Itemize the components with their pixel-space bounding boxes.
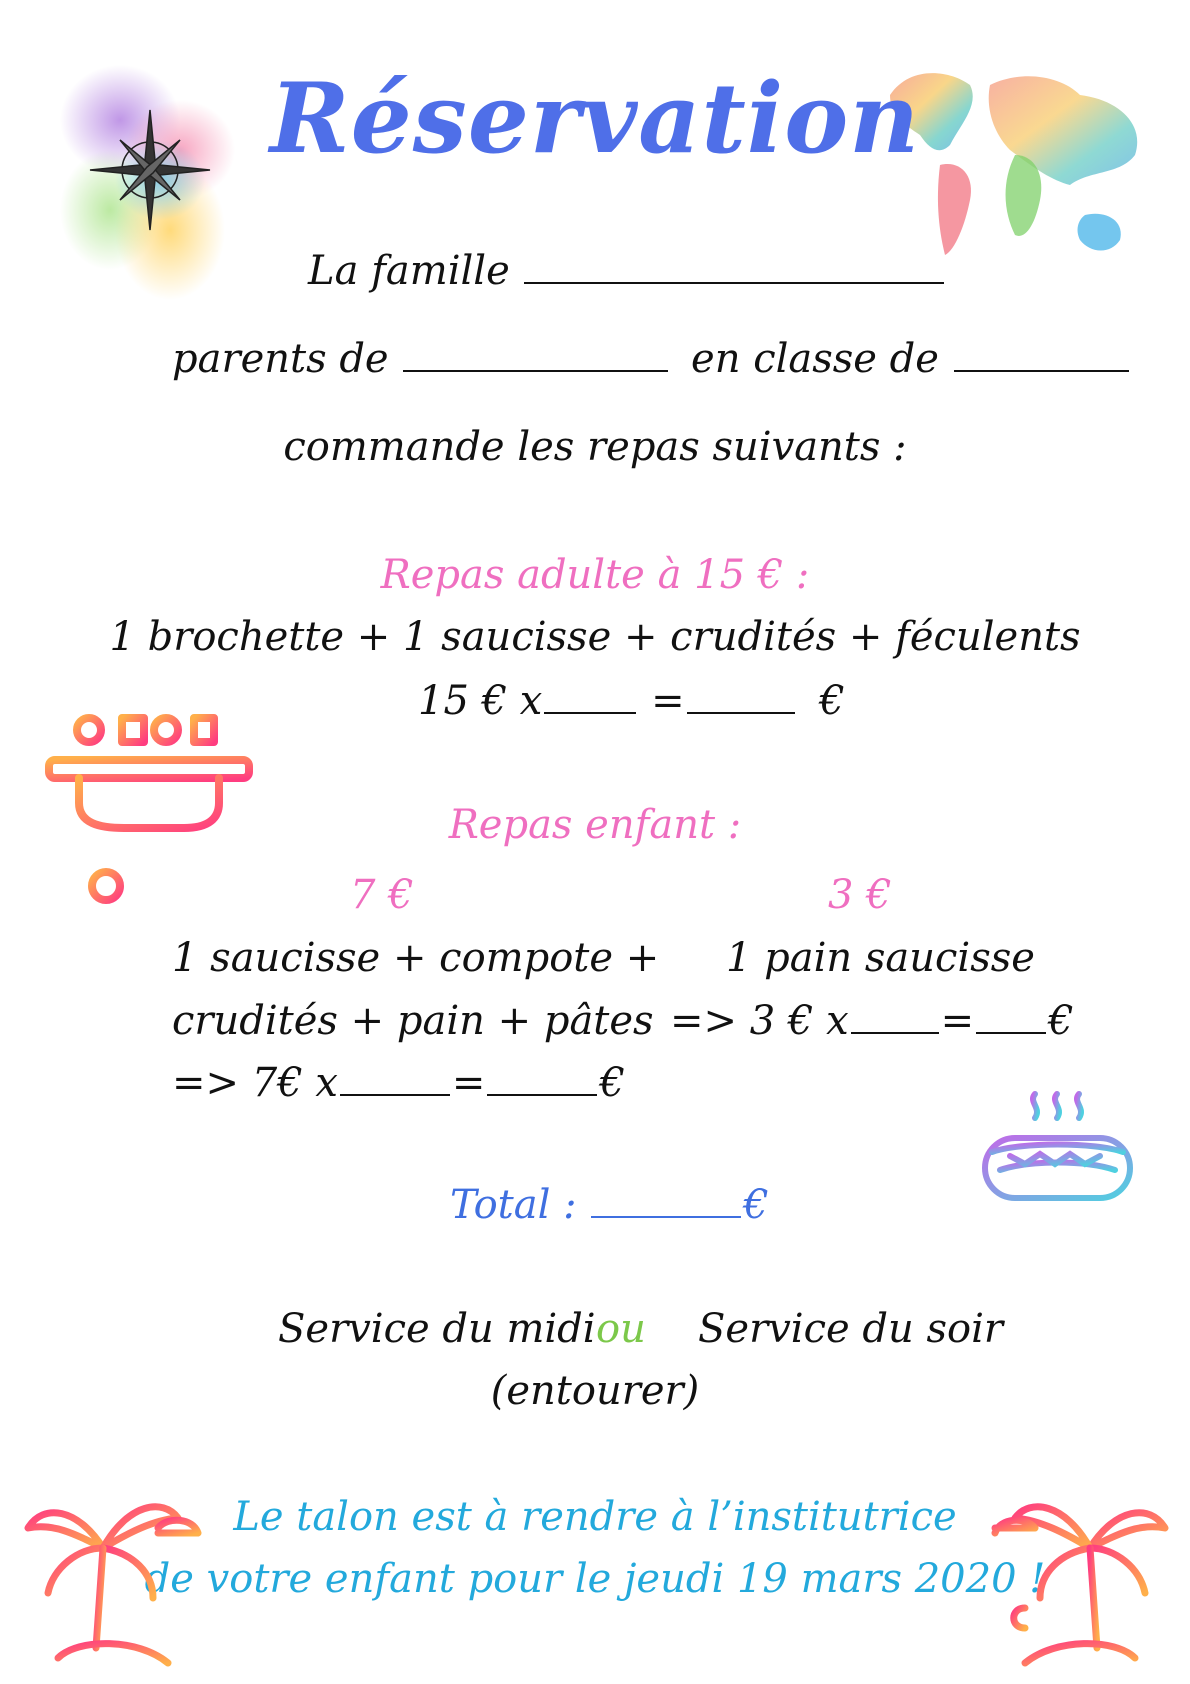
order-label: commande les repas suivants :: [283, 424, 907, 470]
child-option-a-price: 7 €: [350, 872, 414, 918]
palm-tree-island-icon: [18, 1488, 208, 1678]
class-label: en classe de: [691, 336, 939, 382]
family-name-field[interactable]: [524, 248, 944, 284]
child-name-field[interactable]: [403, 336, 668, 372]
child-b-equals: =: [940, 998, 975, 1044]
parents-label: parents de: [172, 336, 389, 382]
service-instruction: (entourer): [490, 1368, 700, 1414]
family-line: [308, 248, 946, 294]
adult-meal-description: 1 brochette + 1 saucisse + crudités + féculents: [109, 614, 1081, 660]
child-a-calc-prefix: => 7€ x: [172, 1060, 338, 1106]
footer-line1: Le talon est à rendre à l’institutrice: [233, 1494, 957, 1540]
total-line: [450, 1182, 769, 1228]
service-dinner[interactable]: Service du soir: [698, 1306, 1003, 1352]
child-option-b-line1: 1 pain saucisse: [726, 935, 1035, 981]
footer-line2: de votre enfant pour le jeudi 19 mars 2020 !: [144, 1556, 1046, 1602]
child-a-amount-field[interactable]: [487, 1060, 597, 1096]
child-a-currency: €: [599, 1060, 625, 1106]
child-a-quantity-field[interactable]: [340, 1060, 450, 1096]
adult-meal-heading: Repas adulte à 15 € :: [380, 552, 810, 598]
child-b-calc-prefix: => 3 € x: [670, 998, 849, 1044]
total-field[interactable]: [591, 1182, 741, 1218]
adult-equals: =: [651, 678, 685, 724]
child-option-b-calc: [670, 998, 1074, 1044]
adult-quantity-field[interactable]: [544, 678, 636, 714]
palm-tree-island-icon: [985, 1488, 1175, 1678]
parents-line: [172, 336, 1131, 382]
adult-amount-field[interactable]: [687, 678, 795, 714]
child-option-b-price: 3 €: [828, 872, 892, 918]
child-b-amount-field[interactable]: [976, 998, 1046, 1034]
total-currency: €: [743, 1182, 769, 1228]
child-b-quantity-field[interactable]: [851, 998, 939, 1034]
adult-meal-calc: [418, 678, 845, 724]
family-label: La famille: [308, 248, 510, 294]
total-label: Total :: [450, 1182, 577, 1228]
adult-price-prefix: 15 € x: [418, 678, 543, 724]
child-option-a-calc: [172, 1060, 625, 1106]
class-field[interactable]: [954, 336, 1129, 372]
child-meal-heading: Repas enfant :: [448, 802, 742, 848]
child-option-a-line1: 1 saucisse + compote +: [172, 935, 660, 981]
child-option-a-line2: crudités + pain + pâtes: [172, 998, 654, 1044]
service-or: ou: [596, 1306, 646, 1352]
child-a-equals: =: [451, 1060, 486, 1106]
service-lunch[interactable]: Service du midi: [278, 1306, 596, 1352]
child-b-currency: €: [1048, 998, 1074, 1044]
adult-currency: €: [819, 678, 845, 724]
page-title: Réservation: [269, 62, 921, 175]
hot-dog-icon: [980, 1090, 1135, 1220]
